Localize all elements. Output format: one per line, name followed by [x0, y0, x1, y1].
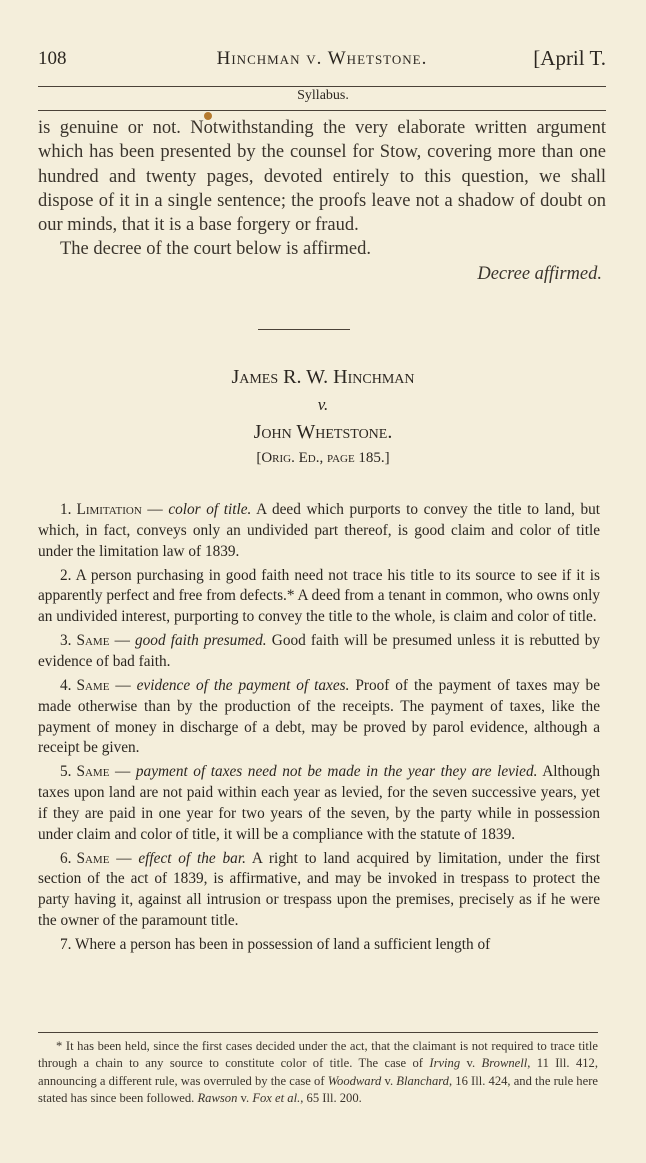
plaintiff-name: James R. W. Hinchman [231, 366, 415, 388]
running-header [38, 46, 606, 74]
syllabus-point [38, 631, 600, 673]
footnote-text [38, 1038, 598, 1108]
page-number: 108 [38, 48, 67, 69]
syllabus-num: 7. [60, 936, 72, 954]
syllabus-text: Good faith will be presumed unless it is rebutted by evidence of bad faith. [38, 632, 600, 670]
syllabus-label: Same [76, 632, 110, 650]
syllabus-point [38, 500, 600, 562]
original-edition-ref: [Orig. Ed., page 185.] [256, 450, 390, 466]
footnote [38, 1038, 598, 1108]
opinion-paragraph: is genuine or not. Notwithstanding the very elaborate written argument which has been presented by the counsel for Stow, covering more than one hundred and twenty pages, devoted entirely to this question, we shall dispose of it in a single sentence; the proofs leave not a shadow of doubt on our minds, that it is a base forgery or fraud. [38, 118, 606, 236]
syllabus-dash: — [109, 676, 137, 694]
syllabus-num: 5. [60, 763, 72, 781]
syllabus-text: Where a person has been in possession of land a sufficient length of [71, 936, 491, 954]
syllabus-label: Same [76, 849, 110, 867]
opinion-text [38, 116, 606, 286]
syllabus-text: Although taxes upon land are not paid within each year as levied, for the seven successive years, yet if they are paid in one year for two years of the seven, by the party while in possession under claim and color of title, it will be a compliance with the statute of 1839. [38, 763, 600, 843]
section-rule [38, 110, 606, 111]
running-title: Hinchman v. Whetstone. [216, 48, 428, 69]
case-name: Rawson [197, 1091, 238, 1106]
syllabus-dash: — [109, 632, 135, 650]
syllabus-dash: — [141, 501, 169, 518]
syllabus-dash: — [109, 849, 139, 867]
syllabus-label: Same [76, 763, 110, 781]
separator-rule [258, 329, 350, 330]
fn-text: v. [237, 1091, 253, 1106]
case-caption [0, 366, 646, 473]
syllabus-num: 6. [60, 849, 72, 867]
syllabus-num: 1. [60, 501, 72, 518]
syllabus-heading: effect of the bar. [138, 849, 246, 867]
syllabus-heading: color of title. [168, 501, 252, 518]
syllabus-num: 4. [60, 676, 72, 694]
case-name: Woodward [327, 1073, 382, 1088]
syllabus-dash: — [109, 763, 136, 781]
syllabus-label: Limitation [76, 501, 142, 518]
versus: v. [317, 395, 329, 414]
fn-text: * It has been held, since the first cases decided under the act, that the claimant is not required to trace title through a chain to any source to constitute color of title. The case of [38, 1039, 598, 1071]
syllabus-num: 2. [60, 566, 72, 584]
fn-text: , 16 Ill. 424, and the rule here stated has since been followed. [38, 1073, 598, 1106]
syllabus-heading: evidence of the payment of taxes. [136, 676, 350, 694]
fn-text: v. [381, 1073, 397, 1088]
syllabus [38, 500, 600, 959]
syllabus-heading: payment of taxes need not be made in the year they are levied. [135, 763, 538, 781]
case-name: Brownell [481, 1056, 528, 1071]
case-name: Blanchard [396, 1073, 449, 1088]
syllabus-point [38, 849, 600, 932]
case-name: Irving [429, 1056, 461, 1071]
fn-text: , 11 Ill. 412, announcing a different rule, was overruled by the case of [38, 1056, 598, 1088]
syllabus-text: Proof of the payment of taxes may be made otherwise than by the production of the receipts. The payment of taxes, like the payment of money in discharge of a debt, may be proved by parol evidence, although a receipt be given. [38, 676, 600, 757]
syllabus-point [38, 566, 600, 628]
opinion-paragraph: The decree of the court below is affirmed. [60, 239, 371, 260]
syllabus-point [38, 762, 600, 845]
syllabus-text: A right to land acquired by limitation, under the first section of the act of 1839, is affirmative, and may be invoked in trespass to protect the party having it, against all intrusion or trespass upon the premises, precisely as if he were the owner of the paramount title. [38, 849, 600, 930]
header-rule [38, 86, 606, 87]
case-name: Fox et al. [252, 1091, 301, 1106]
fn-text: , 65 Ill. 200. [300, 1091, 362, 1106]
syllabus-text: A person purchasing in good faith need not trace his title to its source to see if it is apparently perfect and free from defects.* A deed from a tenant in common, who owns only an undivided interest, purporting to convey the title to the whole, is claim and color of title. [38, 566, 600, 626]
judgment: Decree affirmed. [477, 263, 602, 284]
term-label: [April T. [533, 46, 606, 70]
defendant-name: John Whetstone. [253, 421, 393, 443]
syllabus-point [38, 935, 600, 956]
footnote-rule [38, 1032, 598, 1033]
syllabus-text: A deed which purports to convey the title to land, but which, in fact, conveys only an undivided part thereof, is good claim and color of title under the limitation law of 1839. [38, 501, 601, 560]
syllabus-label: Same [76, 676, 110, 694]
syllabus-point [38, 676, 600, 759]
syllabus-heading: good faith presumed. [135, 632, 267, 650]
syllabus-num: 3. [60, 632, 72, 650]
section-label: Syllabus. [297, 88, 349, 103]
fn-text: v. [460, 1056, 482, 1071]
